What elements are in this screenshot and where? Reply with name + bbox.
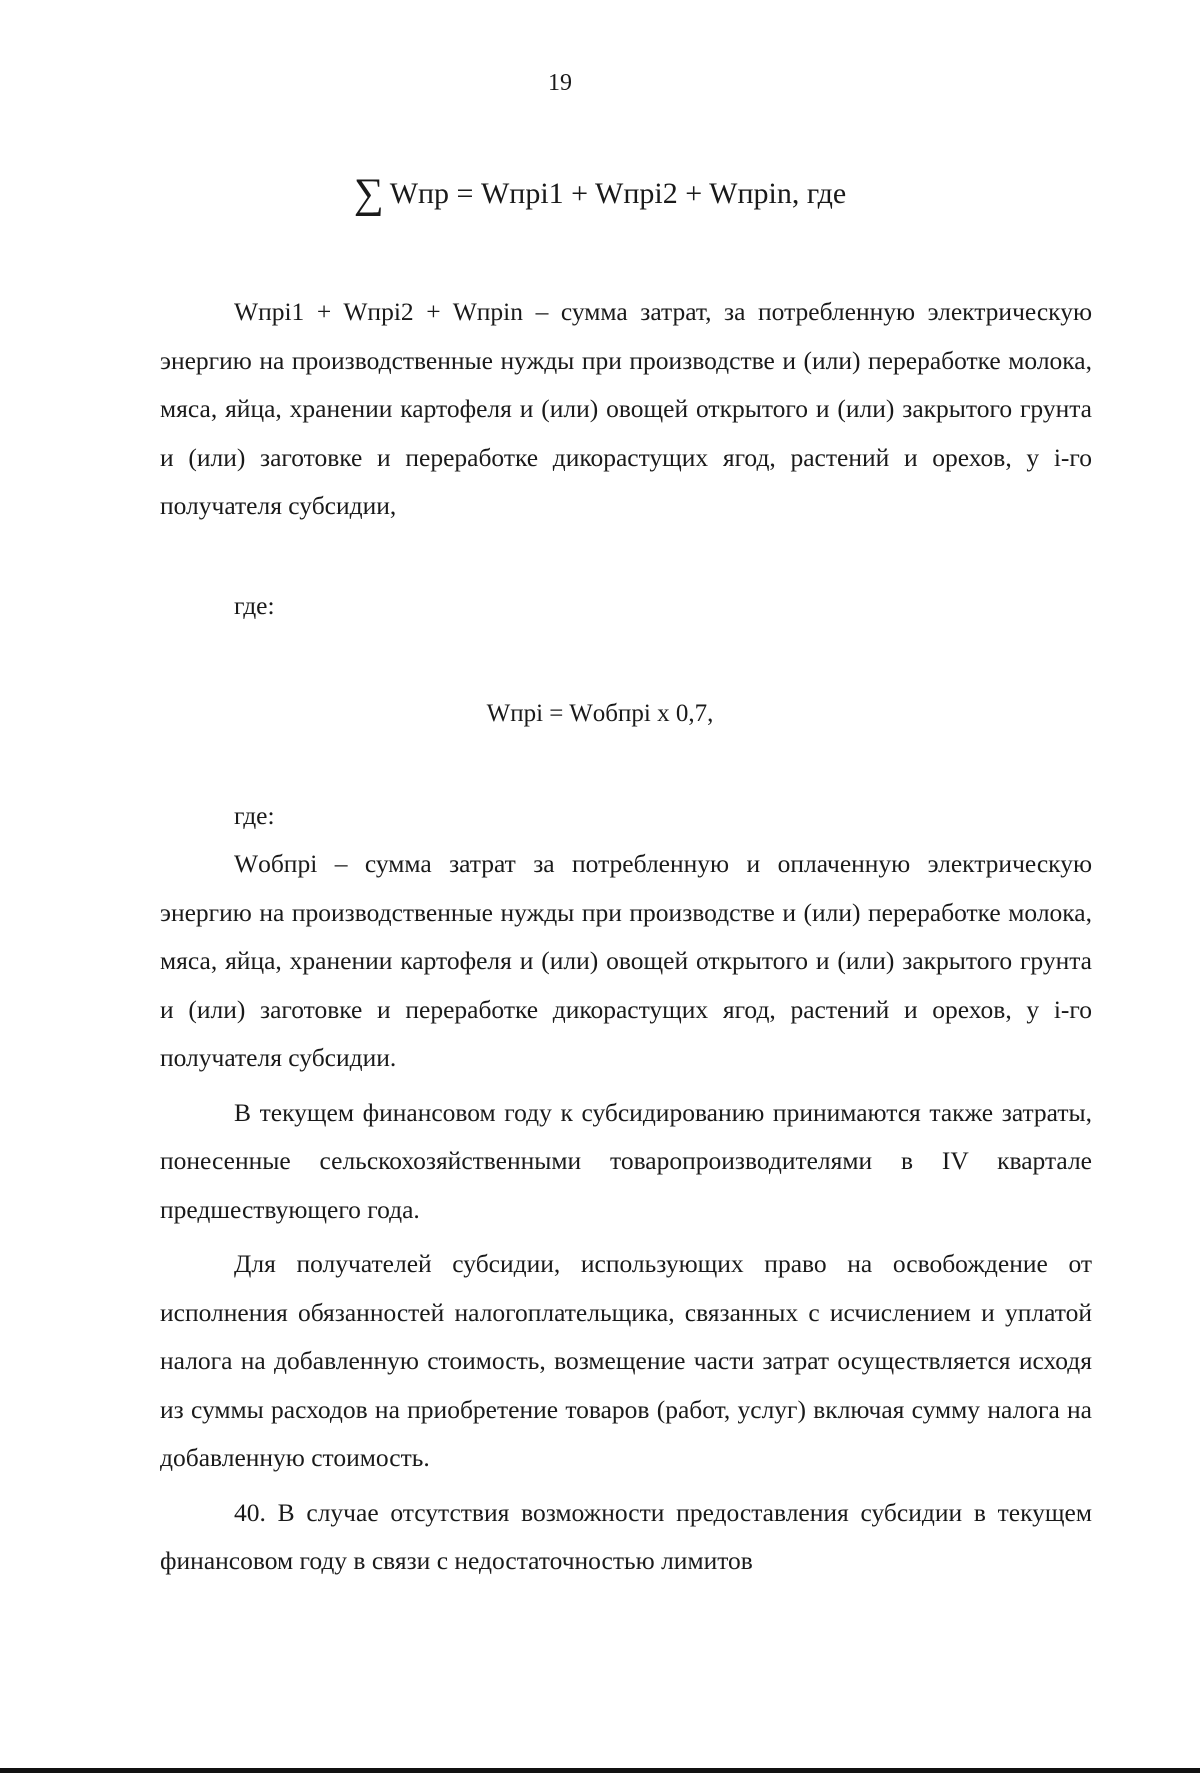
paragraph-4: Для получателей субсидии, использующих право на освобождение от исполнения обязанностей налогоплательщика, связанных с исчислением и уплатой налога на добавленную стоимость, возмещение части затрат осуществляется исходя из суммы расходов на приобретение товаров (работ, услуг) включая сумму налога на добавленную стоимость. [160, 1249, 1092, 1472]
bottom-rule [0, 1768, 1200, 1773]
formula-second: Wпрi = Wобпрi x 0,7, [486, 700, 714, 727]
paragraph-3: В текущем финансовом году к субсидированию принимаются также затраты, понесенные сельскохозяйственными товаропроизводителями в IV квартале предшествующего года. [160, 1097, 1092, 1224]
paragraph-1: Wпрi1 + Wпрi2 + Wпрin – сумма затрат, за потребленную электрическую энергию на производственные нужды при производстве и (или) переработке молока, мяса, яйца, хранении картофеля и (или) овощей открытого и (или) закрытого грунта и (или) заготовке и переработке дикорастущих ягод, растений и орехов, у i-го получателя субсидии, [160, 297, 1092, 520]
paragraph-2-block [160, 840, 1092, 1586]
paragraph-2: Wобпрi – сумма затрат за потребленную и оплаченную электрическую энергию на производственные нужды при производстве и (или) переработке молока, мяса, яйца, хранении картофеля и (или) овощей открытого и (или) закрытого грунта и (или) заготовке и переработке дикорастущих ягод, растений и орехов, у i-го получателя субсидии. [160, 849, 1092, 1072]
paragraph-5: 40. В случае отсутствия возможности предоставления субсидии в текущем финансовом году в связи с недостаточностью лимитов [160, 1497, 1092, 1575]
page-number: 19 [548, 70, 572, 96]
sigma-symbol: ∑ [353, 171, 384, 217]
formula-main [0, 170, 1200, 218]
paragraph-1-block [160, 288, 1092, 531]
where-label-1: где: [234, 591, 275, 620]
formula-main-expression: Wпр = Wпрi1 + Wпрi2 + Wпрin, где [389, 177, 847, 210]
where-label-2: где: [234, 801, 275, 830]
